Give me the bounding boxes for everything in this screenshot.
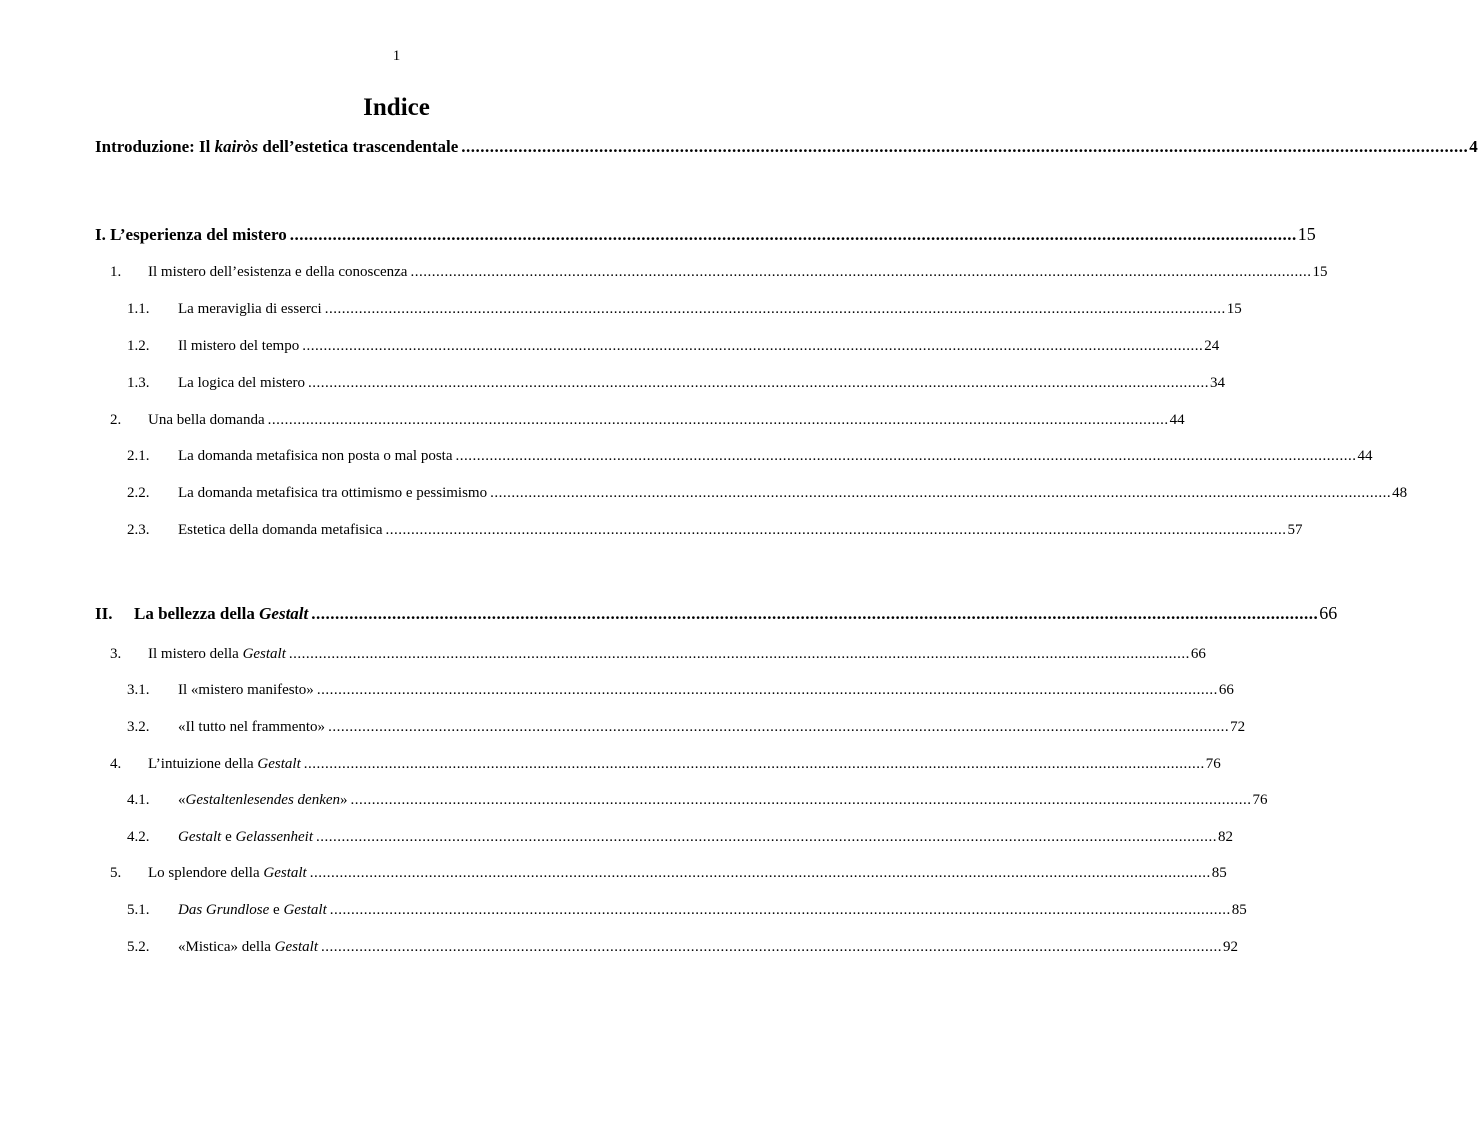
toc-entry-1-3[interactable] <box>127 375 1226 392</box>
toc-entry-2-3[interactable] <box>127 522 1303 539</box>
toc-entry-1[interactable] <box>110 264 1328 281</box>
toc-entry-4[interactable] <box>110 756 1221 773</box>
toc-entry-page: 72 <box>1230 719 1246 735</box>
toc-entry-label: I. L’esperienza del mistero <box>95 225 287 244</box>
toc-entry-page: 48 <box>1392 485 1408 501</box>
toc-entry-label: La domanda metafisica non posta o mal posta <box>178 448 453 464</box>
toc-entry-label: Estetica della domanda metafisica <box>178 522 383 538</box>
toc-entry-number: 2. <box>110 412 122 428</box>
toc-entry-label: Il «mistero manifesto» <box>178 682 314 698</box>
dot-leader: .................................................................................................................................................................................................................... <box>308 375 1210 391</box>
toc-entry-number: 4.1. <box>127 792 150 808</box>
toc-entry-page: 4 <box>1469 137 1478 156</box>
toc-entry-number: 1.2. <box>127 338 150 354</box>
toc-entry-1-1[interactable] <box>127 301 1242 318</box>
dot-leader: .................................................................................................................................................................................................................... <box>288 646 1190 662</box>
toc-entry-part-2[interactable] <box>95 603 1338 624</box>
toc-entry-label: «Gestaltenlesendes denken» <box>178 792 348 808</box>
toc-entry-page: 76 <box>1252 792 1268 808</box>
toc-entry-page: 34 <box>1210 375 1226 391</box>
toc-entry-number: II. <box>95 604 113 623</box>
toc-entry-5-1[interactable] <box>127 902 1247 919</box>
toc-entry-page: 85 <box>1211 865 1227 881</box>
toc-entry-number: 1.1. <box>127 301 150 317</box>
toc-entry-page: 92 <box>1223 939 1238 955</box>
toc-entry-label: Das Grundlose e Gestalt <box>178 902 327 918</box>
toc-entry-label: Una bella domanda <box>148 412 265 428</box>
toc-entry-label: Il mistero della Gestalt <box>148 646 286 662</box>
toc-entry-label: «Mistica» della Gestalt <box>178 939 318 955</box>
toc-entry-label: La logica del mistero <box>178 375 306 391</box>
dot-leader: .................................................................................................................................................................................................................... <box>267 412 1169 428</box>
toc-entry-page: 15 <box>1226 301 1242 317</box>
toc-entry-label: La meraviglia di esserci <box>178 301 322 317</box>
dot-leader: .................................................................................................................................................................................................................... <box>329 902 1231 918</box>
toc-entry-number: 2.2. <box>127 485 150 501</box>
dot-leader: .................................................................................................................................................................................................................... <box>302 338 1204 354</box>
toc-entry-4-1[interactable] <box>127 792 1268 809</box>
page-title: Indice <box>363 94 430 121</box>
dot-leader: .................................................................................................................................................................................................................... <box>385 522 1287 538</box>
toc-entry-page: 76 <box>1205 756 1221 772</box>
dot-leader: .................................................................................................................................................................................................................... <box>455 448 1357 464</box>
toc-entry-part-1[interactable] <box>95 224 1316 245</box>
toc-entry-number: 3. <box>110 646 122 662</box>
dot-leader: .................................................................................................................................................................................................................... <box>316 682 1218 698</box>
dot-leader: .................................................................................................................................................................................................................... <box>311 604 1319 623</box>
toc-entry-introduction[interactable] <box>95 137 1478 157</box>
dot-leader: .................................................................................................................................................................................................................... <box>303 756 1205 772</box>
toc-entry-page: 15 <box>1312 264 1328 280</box>
toc-entry-label: Il mistero del tempo <box>178 338 300 354</box>
dot-leader: .................................................................................................................................................................................................................... <box>289 225 1297 244</box>
toc-entry-label: «Il tutto nel frammento» <box>178 719 326 735</box>
toc-entry-number: 3.2. <box>127 719 150 735</box>
toc-entry-page: 44 <box>1357 448 1373 464</box>
dot-leader: .................................................................................................................................................................................................................... <box>490 485 1392 501</box>
toc-entry-3-1[interactable] <box>127 682 1234 699</box>
toc-entry-page: 85 <box>1231 902 1247 918</box>
dot-leader: .................................................................................................................................................................................................................... <box>309 865 1211 881</box>
toc-entry-number: 5. <box>110 865 122 881</box>
toc-entry-page: 66 <box>1218 682 1234 698</box>
dot-leader: .................................................................................................................................................................................................................... <box>324 301 1226 317</box>
toc-entry-3-2[interactable] <box>127 719 1246 736</box>
toc-entry-label: Introduzione: Il kairòs dell’estetica trascendentale <box>95 137 459 156</box>
dot-leader: .................................................................................................................................................................................................................... <box>461 137 1469 156</box>
toc-entry-2-2[interactable] <box>127 485 1408 502</box>
toc-entry-1-2[interactable] <box>127 338 1220 355</box>
toc-entry-3[interactable] <box>110 646 1206 663</box>
toc-entry-page: 82 <box>1218 829 1233 845</box>
toc-entry-5-2[interactable] <box>127 939 1238 956</box>
toc-entry-number: 4. <box>110 756 122 772</box>
toc-entry-4-2[interactable] <box>127 829 1233 846</box>
toc-entry-label: Gestalt e Gelassenheit <box>178 829 313 845</box>
toc-entry-label: Lo splendore della Gestalt <box>148 865 307 881</box>
dot-leader: .................................................................................................................................................................................................................... <box>410 264 1312 280</box>
toc-entry-number: 4.2. <box>127 829 150 845</box>
toc-entry-page: 57 <box>1287 522 1303 538</box>
toc-entry-page: 15 <box>1297 224 1316 244</box>
toc-entry-number: 3.1. <box>127 682 150 698</box>
toc-entry-number: 5.2. <box>127 939 150 955</box>
toc-entry-2-1[interactable] <box>127 448 1373 465</box>
toc-entry-label: L’intuizione della Gestalt <box>148 756 301 772</box>
page-number: 1 <box>392 48 401 64</box>
toc-entry-page: 44 <box>1169 412 1185 428</box>
toc-entry-page: 66 <box>1190 646 1206 662</box>
toc-entry-page: 66 <box>1319 603 1338 623</box>
toc-entry-number: 1. <box>110 264 122 280</box>
toc-entry-number: 2.1. <box>127 448 150 464</box>
dot-leader: .................................................................................................................................................................................................................... <box>350 792 1252 808</box>
toc-entry-label: La bellezza della Gestalt <box>134 604 309 623</box>
toc-entry-label: La domanda metafisica tra ottimismo e pessimismo <box>178 485 488 501</box>
dot-leader: .................................................................................................................................................................................................................... <box>328 719 1230 735</box>
dot-leader: .................................................................................................................................................................................................................... <box>316 829 1217 845</box>
toc-entry-number: 5.1. <box>127 902 150 918</box>
toc-entry-2[interactable] <box>110 412 1185 429</box>
toc-entry-number: 1.3. <box>127 375 150 391</box>
toc-entry-number: 2.3. <box>127 522 150 538</box>
dot-leader: .................................................................................................................................................................................................................... <box>321 939 1222 955</box>
toc-entry-5[interactable] <box>110 865 1227 882</box>
toc-entry-page: 24 <box>1204 338 1220 354</box>
toc-entry-label: Il mistero dell’esistenza e della conoscenza <box>148 264 408 280</box>
